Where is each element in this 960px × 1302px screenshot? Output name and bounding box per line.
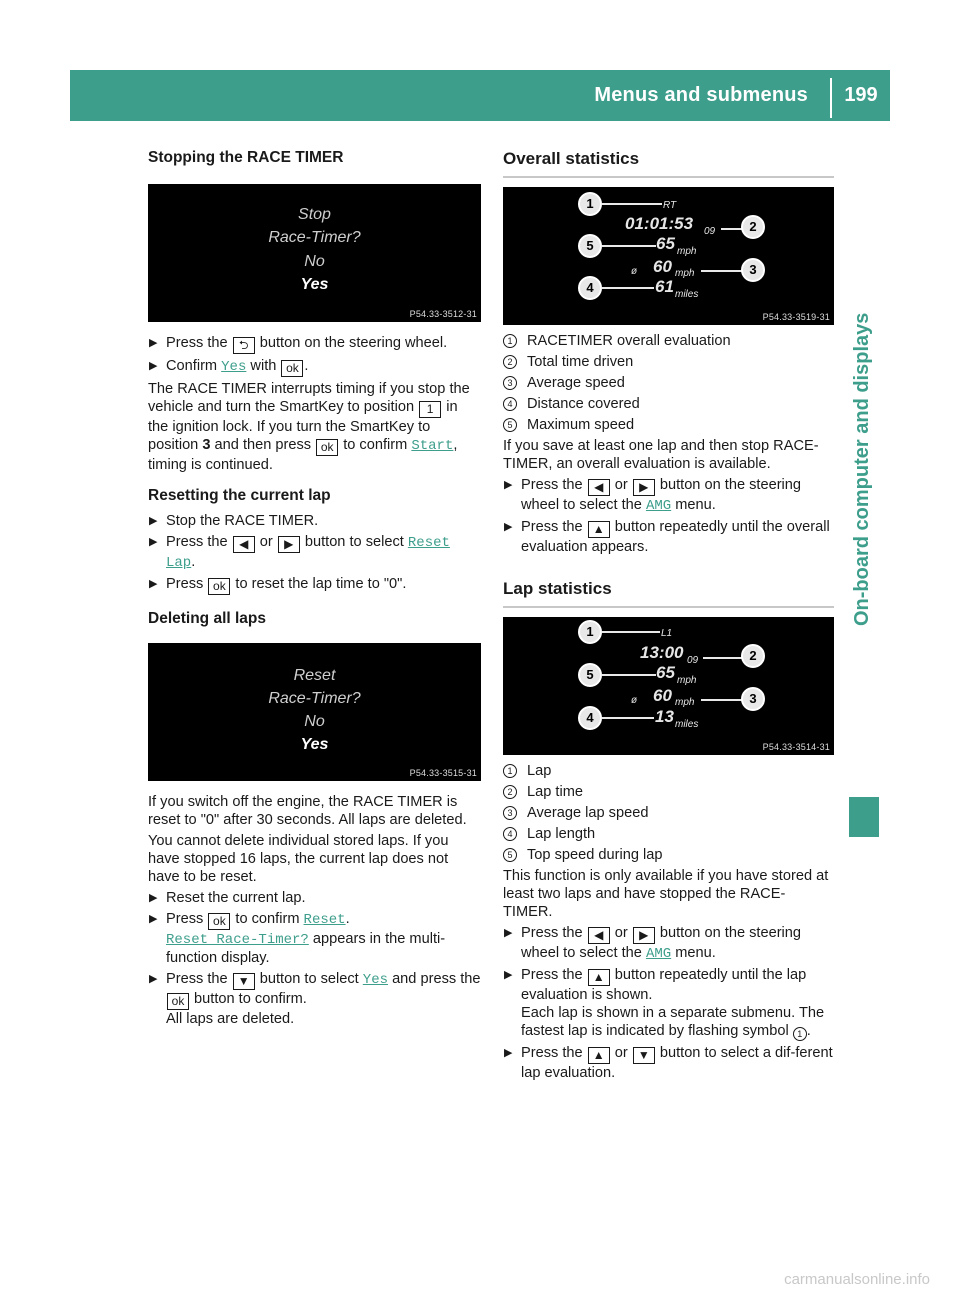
callout-number-icon: 3 [503,806,517,820]
ok-key-icon: ok [208,913,230,930]
display-text: Reset Lap [166,535,450,571]
back-key-icon: ⮌ [233,337,255,354]
callout-number-icon: 4 [503,827,517,841]
callout-number-icon: 4 [503,397,517,411]
display-line-selected: Yes [300,276,329,293]
right-key-icon: ▶ [633,927,655,944]
callout-4: 4 [578,276,602,300]
reset-race-timer-display [148,643,481,781]
legend-item: 2 Lap time [503,783,834,801]
step-arrow-icon: ▶ [149,913,158,925]
paragraph: If you switch off the engine, the RACE TIMER is reset to "0" after 30 seconds. All laps are deleted. [148,794,467,828]
up-key-icon: ▲ [588,521,610,538]
right-key-icon: ▶ [633,479,655,496]
total-time-fraction: 09 [704,226,716,237]
ok-key-icon: ok [281,360,303,377]
callout-line [602,287,654,289]
step-arrow-icon: ▶ [149,892,158,904]
left-key-icon: ◀ [588,927,610,944]
display-text: Start [411,438,454,454]
legend-item: 3 Average lap speed [503,804,834,822]
heading-resetting-lap: Resetting the current lap [148,487,331,504]
instruction-step: ▶ Confirm Yes with ok . [149,358,309,375]
down-key-icon: ▼ [633,1047,655,1064]
callout-line [703,657,743,659]
callout-line [701,699,743,701]
average-lap-speed-unit: mph [675,697,695,708]
instruction-step: ▶ Press the ◀ or ▶ button on the steering wheel to select the AMG menu. [504,925,802,962]
instruction-step: ▶ Press the ◀ or ▶ button to select Reset Lap. [149,534,450,571]
instruction-step: ▶ Press the ▼ button to select Yes and press the ok button to confirm. All laps are deleted. [149,971,481,1027]
down-key-icon: ▼ [233,973,255,990]
rt-label: RT [663,200,677,211]
step-arrow-icon: ▶ [149,360,158,372]
callout-2: 2 [741,644,765,668]
overall-statistics-display [503,187,834,325]
lap-statistics-display [503,617,834,755]
instruction-step: ▶ Press the ▲ button repeatedly until the overall evaluation appears. [504,519,830,555]
average-symbol: ø [631,695,638,706]
heading-stop-race-timer: Stopping the RACE TIMER [148,149,344,166]
ignition-position-icon: 1 [419,401,441,418]
header-title: Menus and submenus [594,84,808,106]
instruction-step: ▶ Press ok to confirm Reset. Reset Race-Timer? appears in the multi-function display. [149,911,446,966]
ok-key-icon: ok [167,993,189,1010]
distance: 61 [655,277,674,296]
callout-5: 5 [578,234,602,258]
paragraph: This function is only available if you have stored at least two laps and have stopped the RACE-TIMER. [503,868,829,920]
legend-item: 4 Lap length [503,825,834,843]
callout-number-icon: 5 [503,848,517,862]
paragraph: You cannot delete individual stored laps. If you have stopped 16 laps, the current lap does not have to be reset. [148,833,449,885]
callout-line [701,270,743,272]
heading-deleting-laps: Deleting all laps [148,610,267,627]
heading-overall-statistics: Overall statistics [503,148,834,178]
callout-3: 3 [741,258,765,282]
display-text: AMG [645,946,672,962]
display-line: Race-Timer? [268,690,361,707]
step-arrow-icon: ▶ [149,337,158,349]
instruction-step: ▶ Press the ▲ button repeatedly until the lap evaluation is shown. Each lap is shown in a separate submenu. The fastest lap is indicated by flashing symbol 1 . [504,967,825,1039]
legend-item: 4 Distance covered [503,395,834,413]
paragraph: If you save at least one lap and then stop RACE-TIMER, an overall evaluation is available. [503,438,819,472]
callout-number-icon: 1 [503,334,517,348]
step-arrow-icon: ▶ [149,536,158,548]
display-line: Reset [293,667,336,684]
callout-number-icon: 2 [503,355,517,369]
step-arrow-icon: ▶ [504,927,513,939]
callout-4: 4 [578,706,602,730]
display-text: AMG [645,498,672,514]
display-line-selected: Yes [300,736,329,753]
instruction-step: ▶ Stop the RACE TIMER. [149,513,319,529]
step-arrow-icon: ▶ [504,969,513,981]
callout-line [602,245,656,247]
callout-number-icon: 1 [503,764,517,778]
lap-time: 13:00 [640,643,684,662]
image-code: P54.33-3514-31 [762,742,830,752]
legend-item: 3 Average speed [503,374,834,392]
instruction-step: ▶ Reset the current lap. [149,890,306,906]
display-line: Race-Timer? [268,229,361,246]
side-tab-marker [849,797,879,837]
step-arrow-icon: ▶ [504,1047,513,1059]
max-speed: 65 [656,234,675,253]
legend-item: 2 Total time driven [503,353,834,371]
legend-item: 5 Top speed during lap [503,846,834,864]
display-text: Reset [303,912,346,928]
average-speed: 60 [653,257,672,276]
instruction-step: ▶ Press the ▲ or ▼ button to select a dif-ferent lap evaluation. [504,1045,833,1081]
right-column [503,148,834,1082]
display-line: No [304,713,325,730]
callout-line [721,228,743,230]
callout-line [602,631,660,633]
step-arrow-icon: ▶ [504,521,513,533]
average-symbol: ø [631,266,638,277]
step-arrow-icon: ▶ [149,973,158,985]
legend-item: 1 RACETIMER overall evaluation [503,332,834,350]
callout-1: 1 [578,620,602,644]
ok-key-icon: ok [316,439,338,456]
page-header [70,70,890,121]
up-key-icon: ▲ [588,969,610,986]
top-speed: 65 [656,663,675,682]
display-line: No [304,253,325,270]
average-speed-unit: mph [675,268,695,279]
instruction-step: ▶ Press the ⮌ button on the steering wheel. [149,335,448,352]
instruction-step: ▶ Press the ◀ or ▶ button on the steering wheel to select the AMG menu. [504,477,802,514]
callout-line [602,203,662,205]
display-text: Yes [362,972,389,988]
callout-line [602,717,654,719]
image-code: P54.33-3512-31 [409,309,477,319]
side-tab-title: On-board computer and displays [851,312,873,626]
image-code: P54.33-3519-31 [762,312,830,322]
callout-3: 3 [741,687,765,711]
lap-time-fraction: 09 [687,655,699,666]
total-time: 01:01:53 [625,214,694,233]
callout-number-icon: 1 [793,1027,807,1041]
legend-item: 5 Maximum speed [503,416,834,434]
callout-1: 1 [578,192,602,216]
callout-2: 2 [741,215,765,239]
average-lap-speed: 60 [653,686,672,705]
display-text: Reset Race-Timer? [166,932,309,948]
heading-lap-statistics: Lap statistics [503,578,834,608]
top-speed-unit: mph [677,675,697,686]
legend-item: 1 Lap [503,762,834,780]
step-arrow-icon: ▶ [149,515,158,527]
left-column [148,148,481,1028]
stop-race-timer-display [148,184,481,322]
display-line: Stop [298,206,331,223]
callout-line [602,674,656,676]
side-tab [848,226,876,626]
up-key-icon: ▲ [588,1047,610,1064]
display-text: Yes [221,359,247,375]
image-code: P54.33-3515-31 [409,768,477,778]
lap-label: L1 [661,628,673,639]
callout-5: 5 [578,663,602,687]
callout-number-icon: 5 [503,418,517,432]
lap-length: 13 [655,707,674,726]
step-arrow-icon: ▶ [149,578,158,590]
distance-unit: miles [675,289,699,300]
left-key-icon: ◀ [233,536,255,553]
lap-length-unit: miles [675,719,699,730]
callout-number-icon: 3 [503,376,517,390]
page-number: 199 [844,84,878,106]
left-key-icon: ◀ [588,479,610,496]
right-key-icon: ▶ [278,536,300,553]
ok-key-icon: ok [208,578,230,595]
paragraph: The RACE TIMER interrupts timing if you stop the vehicle and turn the SmartKey to position 1 in the ignition lock. If you turn the SmartKey to position 3 and then press ok to confirm Start, timing is continued. [148,381,470,473]
max-speed-unit: mph [677,246,697,257]
instruction-step: ▶ Press ok to reset the lap time to "0". [149,576,407,593]
step-arrow-icon: ▶ [504,479,513,491]
callout-number-icon: 2 [503,785,517,799]
footer-watermark: carmanualsonline.info [784,1271,930,1288]
